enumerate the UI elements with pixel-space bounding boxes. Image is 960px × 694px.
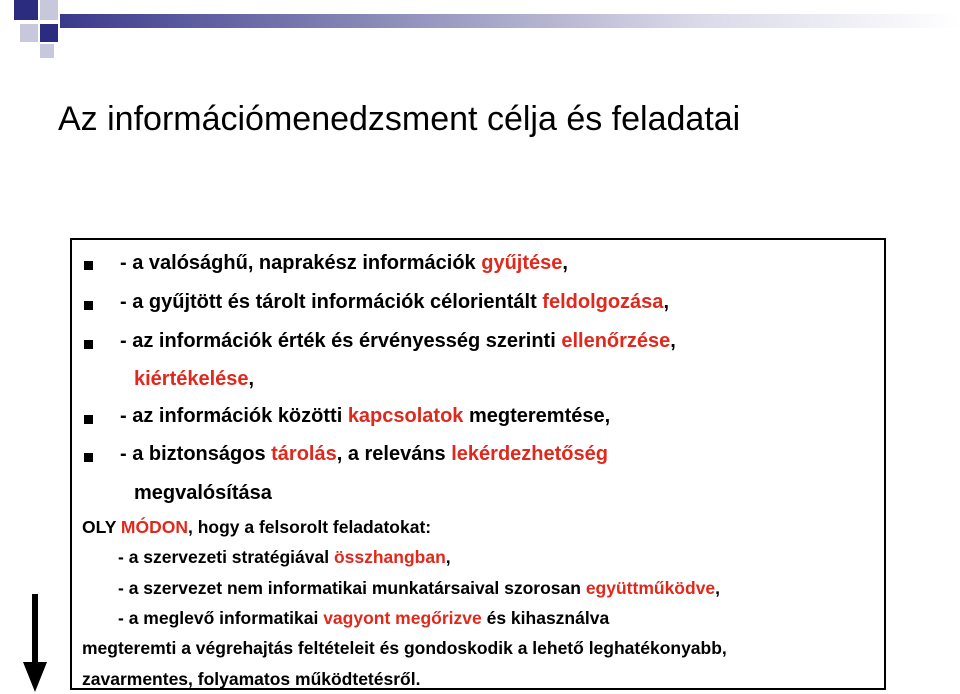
paragraph-line (118, 547, 451, 568)
decor-square (40, 0, 58, 20)
decor-square (14, 0, 38, 20)
paragraph-highlight: vagyont megőrizve (323, 608, 482, 628)
list-item (120, 330, 676, 353)
paragraph-text: , (715, 578, 721, 598)
decor-square (20, 24, 38, 42)
content-box (70, 238, 886, 690)
list-item-text: - a valósághű, naprakész információk (120, 252, 482, 274)
paragraph-highlight: összhangban (333, 547, 446, 567)
list-item-highlight: feldolgozása (542, 291, 664, 313)
list-item-text: , (248, 368, 255, 390)
list-item-text: , (562, 252, 568, 274)
list-item-highlight: ellenőrzése (561, 330, 671, 352)
list-item-text: , a releváns (336, 443, 452, 465)
list-item-text: - a biztonságos (120, 443, 272, 465)
paragraph-text: , hogy a felsorolt feladatokat: (188, 517, 432, 537)
paragraph-text: megteremti a végrehajtás feltételeit és gondoskodik a lehető leghatékonyabb, (82, 638, 727, 658)
list-item-text: - az információk érték és érvényesség szerinti (120, 330, 562, 352)
list-item-highlight: tárolás (271, 443, 337, 465)
square-bullet-icon (84, 453, 93, 462)
list-item (120, 443, 608, 466)
header-gradient-bar (60, 14, 960, 28)
list-item-highlight: gyűjtése (481, 252, 563, 274)
paragraph-line (82, 669, 420, 690)
list-item-continuation (134, 368, 254, 391)
paragraph-line (118, 578, 720, 599)
list-item-continuation (134, 482, 272, 505)
list-item-text: megvalósítása (134, 482, 272, 504)
list-item-text: , (670, 330, 676, 352)
paragraph-line (82, 638, 727, 659)
paragraph-text: - a meglevő informatikai (118, 608, 324, 628)
down-arrow-icon (20, 594, 50, 694)
list-item-text: megteremtése, (463, 405, 611, 427)
list-item-text: , (663, 291, 669, 313)
list-item-highlight: kiértékelése (134, 368, 249, 390)
decor-square (40, 44, 54, 58)
paragraph-text: OLY (82, 517, 121, 537)
square-bullet-icon (84, 340, 93, 349)
paragraph-text: - a szervezeti stratégiával (118, 547, 334, 567)
paragraph-text: - a szervezet nem informatikai munkatársaival szorosan (118, 578, 586, 598)
square-bullet-icon (84, 415, 93, 424)
paragraph-text: , (445, 547, 451, 567)
list-item (120, 405, 610, 428)
list-item-highlight: kapcsolatok (347, 405, 464, 427)
list-item-highlight: lekérdezhetőség (451, 443, 608, 465)
paragraph-line (82, 517, 431, 538)
slide-title: Az információmenedzsment célja és feladatai (58, 100, 741, 138)
square-bullet-icon (84, 261, 93, 270)
paragraph-highlight: MÓDON (120, 517, 188, 537)
paragraph-highlight: együttműködve (585, 578, 716, 598)
paragraph-text: zavarmentes, folyamatos működtetésről. (82, 669, 421, 689)
list-item (120, 291, 669, 314)
decor-square (40, 24, 58, 42)
paragraph-line (118, 608, 609, 629)
paragraph-text: és kihasználva (481, 608, 610, 628)
list-item-text: - a gyűjtött és tárolt információk célorientált (120, 291, 543, 313)
list-item-text: - az információk közötti (120, 405, 348, 427)
list-item (120, 252, 568, 275)
square-bullet-icon (84, 301, 93, 310)
